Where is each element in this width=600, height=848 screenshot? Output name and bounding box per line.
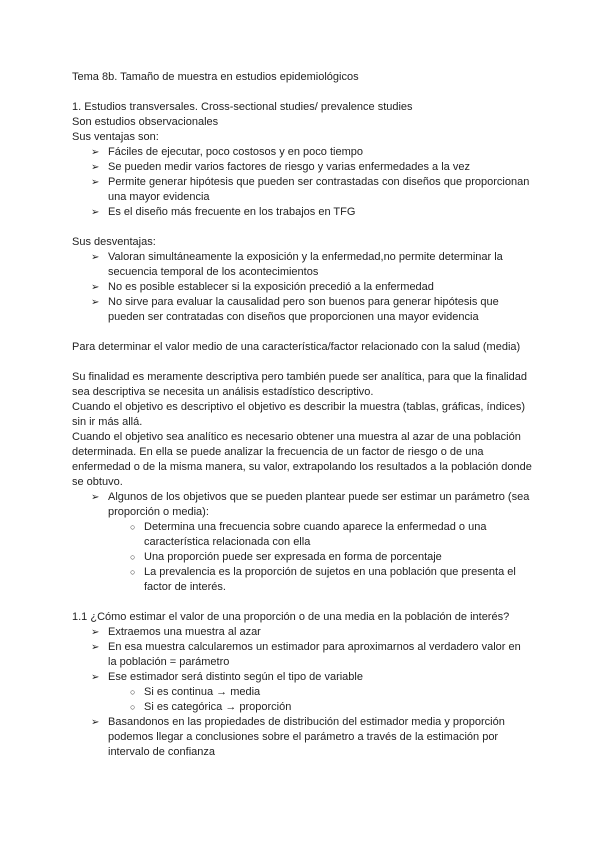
arrow-bullet-icon: ➢ xyxy=(91,252,100,263)
media-line: Para determinar el valor medio de una característica/factor relacionado con la salud (media) xyxy=(72,341,521,353)
circle-bullet-icon: ○ xyxy=(130,552,136,562)
list-item: ➢ Basandonos en las propiedades de distribución del estimador media y proporción podemos llegar a conclusiones sobre el parámetro a través de la estimación por intervalo de confianza xyxy=(91,716,505,758)
arrow-bullet-icon: ➢ xyxy=(91,297,100,308)
arrow-bullet-icon: ➢ xyxy=(91,207,100,218)
arrow-bullet-icon: ➢ xyxy=(91,282,100,293)
estimacion-list xyxy=(72,625,532,760)
list-item: ➢ No es posible establecer si la exposición precedió a la enfermedad xyxy=(91,281,434,293)
arrow-bullet-icon: ➢ xyxy=(91,492,100,503)
paragraph-finalidad: Su finalidad es meramente descriptiva pero también puede ser analítica, para que la finalidad sea descriptiva se necesita un análisis estadístico descriptivo. xyxy=(72,371,527,398)
arrow-bullet-icon: ➢ xyxy=(91,642,100,653)
arrow-bullet-icon: ➢ xyxy=(91,147,100,158)
sub-list-item: ○ Si es categórica → proporción xyxy=(130,701,292,713)
arrow-bullet-icon: ➢ xyxy=(91,627,100,638)
circle-bullet-icon: ○ xyxy=(130,522,136,532)
ventajas-list xyxy=(72,145,532,220)
arrow-bullet-icon: ➢ xyxy=(91,717,100,728)
section-1-1-heading: 1.1 ¿Cómo estimar el valor de una proporción o de una media en la población de interés? xyxy=(72,611,510,623)
list-item: ➢ Permite generar hipótesis que pueden ser contrastadas con diseños que proporcionan una mayor evidencia xyxy=(91,176,530,203)
section-1-subheading: Son estudios observacionales xyxy=(72,116,219,128)
ventajas-label: Sus ventajas son: xyxy=(72,131,159,143)
list-item: ➢ No sirve para evaluar la causalidad pero son buenos para generar hipótesis que pueden ser contratadas con diseños que proporcionen una mayor evidencia xyxy=(91,296,499,323)
sub-list-item: ○ Determina una frecuencia sobre cuando aparece la enfermedad o una característica relacionada con ella xyxy=(130,521,487,548)
objetivos-list xyxy=(72,490,532,595)
arrow-bullet-icon: ➢ xyxy=(91,177,100,188)
paragraph-descriptivo: Cuando el objetivo es descriptivo el objetivo es describir la muestra (tablas, gráficas, índices) sin ir más allá. xyxy=(72,401,526,428)
document-page xyxy=(72,70,532,760)
sub-list-item: ○ Una proporción puede ser expresada en forma de porcentaje xyxy=(130,551,442,563)
circle-bullet-icon: ○ xyxy=(130,567,136,577)
sub-list-item: ○ La prevalencia es la proporción de sujetos en una población que presenta el factor de interés. xyxy=(130,566,516,593)
list-item: ➢ Se pueden medir varios factores de riesgo y varias enfermedades a la vez xyxy=(91,161,470,173)
circle-bullet-icon: ○ xyxy=(130,687,136,697)
desventajas-list xyxy=(72,250,532,325)
list-item: ➢ Valoran simultáneamente la exposición y la enfermedad,no permite determinar la secuencia temporal de los acontecimientos xyxy=(91,251,503,278)
arrow-bullet-icon: ➢ xyxy=(91,672,100,683)
sub-list-item: ○ Si es continua → media xyxy=(130,686,261,698)
arrow-bullet-icon: ➢ xyxy=(91,162,100,173)
list-item: ➢ Es el diseño más frecuente en los trabajos en TFG xyxy=(91,206,356,218)
paragraph-analitico: Cuando el objetivo sea analítico es necesario obtener una muestra al azar de una población determinada. En ella se puede analizar la frecuencia de un factor de riesgo o de una enfermedad o de la misma manera, su valor, extrapolando los resultados a la población donde se obtuvo. xyxy=(72,431,532,488)
circle-bullet-icon: ○ xyxy=(130,702,136,712)
list-item: ➢ Ese estimador será distinto según el tipo de variable xyxy=(91,671,363,683)
list-item: ➢ Extraemos una muestra al azar xyxy=(91,626,261,638)
section-1-heading: 1. Estudios transversales. Cross-sectional studies/ prevalence studies xyxy=(72,101,413,113)
list-item: ➢ Algunos de los objetivos que se pueden plantear puede ser estimar un parámetro (sea proporción o media): xyxy=(91,491,530,518)
desventajas-label: Sus desventajas: xyxy=(72,236,156,248)
list-item: ➢ Fáciles de ejecutar, poco costosos y en poco tiempo xyxy=(91,146,363,158)
document-title: Tema 8b. Tamaño de muestra en estudios epidemiológicos xyxy=(72,71,359,83)
list-item: ➢ En esa muestra calcularemos un estimador para aproximarnos al verdadero valor en la población = parámetro xyxy=(91,641,521,668)
